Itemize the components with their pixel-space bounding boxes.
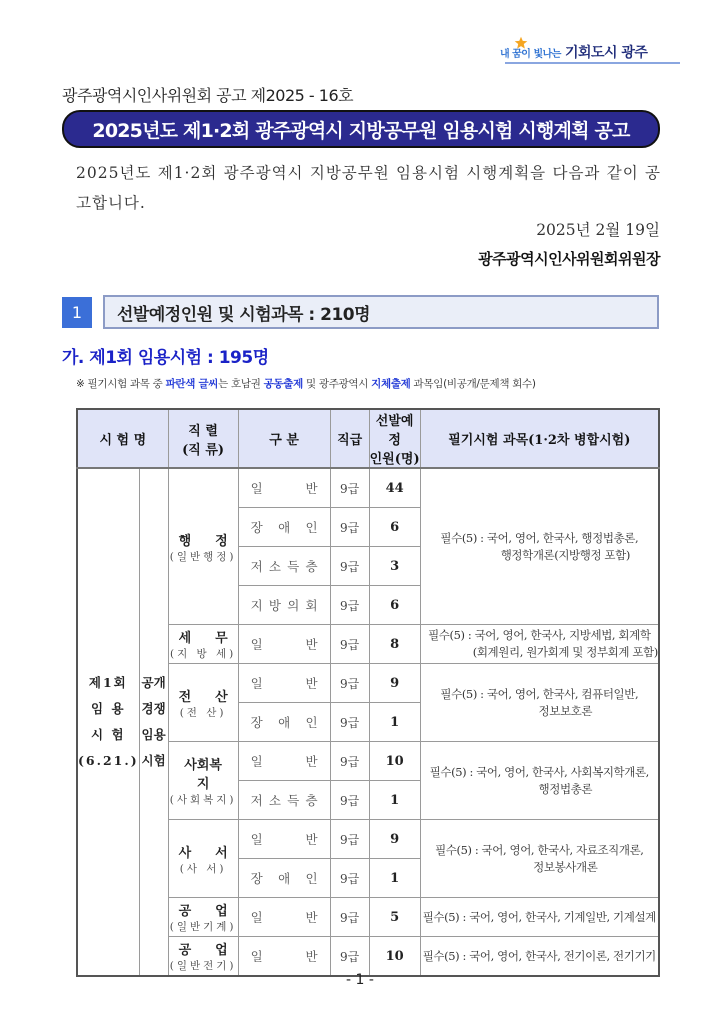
division-cell [238,468,330,508]
division-char: 저 [250,793,263,808]
job-char: 서 [215,845,228,861]
header-subjects: 필기시험 과목(1·2차 병합시험) [420,409,659,468]
subjects-cell [420,937,659,977]
table-header-row [77,409,659,468]
signer: 광주광역시인사위원회위원장 [478,250,660,268]
grade-cell: 9급 [330,664,369,703]
division-char: 층 [305,559,318,574]
exam-type-line: 시험 [141,753,166,768]
division-char: 일 [250,637,263,652]
logo-tagline: 내 꿈이 빛나는 [500,48,561,60]
title-banner [62,110,660,148]
exam-name-line: (6.21.) [78,753,139,768]
headcount-cell: 8 [369,625,420,664]
subjects-line: 행정법총론 [538,781,593,796]
job-char: 정 [215,533,228,549]
note-text: 과목임(비공개/문제책 회수) [410,378,536,390]
division-cell [238,898,330,937]
job-series-cell [168,742,238,820]
job-series [169,530,238,549]
job-char: 공 [178,904,192,919]
division-char: 장 [250,871,263,886]
headcount-cell: 9 [369,664,420,703]
division-cell [238,937,330,977]
job-char: 행 [178,533,192,549]
job-class: (전 산) [179,706,227,719]
division-char: 일 [250,832,263,847]
division-char: 일 [250,676,263,691]
job-series-cell [168,625,238,664]
division-char: 반 [305,910,318,925]
note-highlight: 지체출제 [371,378,411,390]
headcount-cell: 1 [369,703,420,742]
subjects-line: 필수(5) : 국어, 영어, 한국사, 기계일반, 기계설계 [422,909,656,924]
note-highlight: 파란색 글씨 [165,378,219,390]
subject-note [76,376,536,391]
job-series [169,627,238,646]
division-cell [238,625,330,664]
section-title: 선발예정인원 및 시험과목 : 210명 [117,304,371,325]
subjects-line: 행정학개론(지방행정 포함) [500,547,630,562]
subjects-line: 필수(5) : 국어, 영어, 한국사, 전기이론, 전기기기 [422,948,656,963]
division-char: 장 [250,520,263,535]
header-count-line1: 선발예정 [375,414,414,448]
division-char: 애 [278,871,291,886]
note-text: 및 광주광역시 [302,378,372,390]
page-number: - 1 - [346,972,374,988]
division-cell [238,859,330,898]
division-char: 인 [305,520,318,535]
table-row [77,468,659,508]
job-char: 사회복지 [184,758,222,792]
grade-cell: 9급 [330,859,369,898]
subjects-cell [420,468,659,625]
division-char: 애 [278,520,291,535]
division-char: 득 [287,793,300,808]
exam-table [76,408,660,977]
headcount-cell: 1 [369,859,420,898]
subjects-line: 정보봉사개론 [533,859,598,874]
header-job [168,409,238,468]
headcount-cell: 10 [369,742,420,781]
job-char: 산 [215,689,228,705]
exam-type-line: 경쟁 [141,701,166,716]
exam-name-cell [77,468,139,976]
job-class: (일반전기) [169,960,237,972]
division-char: 반 [305,949,318,964]
section-header [103,295,659,329]
job-series-cell [168,664,238,742]
job-char: 업 [215,904,228,919]
job-class: (사회복지) [169,794,237,806]
header-divider [505,62,680,64]
division-char: 반 [305,832,318,847]
page-title: 2025년도 제1·2회 광주광역시 지방공무원 임용시험 시행계획 공고 [92,119,630,142]
star-icon [514,36,528,50]
division-cell [238,781,330,820]
job-char: 사 [178,845,192,861]
job-series [169,939,238,958]
division-char: 반 [305,676,318,691]
exam-name-line: 임 용 [91,701,126,716]
header-count-line2: 인원(명) [369,452,420,467]
division-char: 인 [305,871,318,886]
headcount-cell: 9 [369,820,420,859]
division-char: 애 [278,715,291,730]
grade-cell: 9급 [330,508,369,547]
notice-date: 2025년 2월 19일 [536,221,660,239]
division-char: 의 [287,598,300,613]
notice-number: 광주광역시인사위원회 공고 제2025 - 16호 [62,86,354,105]
subjects-cell [420,664,659,742]
division-char: 반 [305,637,318,652]
division-char: 인 [305,715,318,730]
grade-cell: 9급 [330,468,369,508]
division-char: 지 [250,598,263,613]
grade-cell: 9급 [330,547,369,586]
sub-heading: 가. 제1회 임용시험 : 195명 [62,348,269,368]
grade-cell: 9급 [330,586,369,625]
division-char: 소 [268,559,281,574]
header-job-line2: (직 류) [182,442,225,458]
job-series [169,686,238,705]
division-cell [238,547,330,586]
job-series [169,754,238,792]
job-char: 공 [178,943,192,958]
division-cell [238,742,330,781]
exam-type-cell [139,468,168,976]
division-char: 일 [250,949,263,964]
header-count [369,409,420,468]
note-highlight: 공동출제 [263,378,303,390]
division-char: 장 [250,715,263,730]
job-series [169,842,238,861]
grade-cell: 9급 [330,625,369,664]
division-cell [238,664,330,703]
header-division: 구 분 [238,409,330,468]
subjects-cell [420,820,659,898]
job-class: (일반기계) [169,921,237,933]
subjects-line: 정보보호론 [538,703,593,718]
grade-cell: 9급 [330,781,369,820]
subjects-line: 필수(5) : 국어, 영어, 한국사, 자료조직개론, [435,842,644,857]
division-char: 소 [268,793,281,808]
division-char: 반 [305,481,318,496]
job-series-cell [168,468,238,625]
division-char: 회 [305,598,318,613]
job-series-cell [168,937,238,977]
header-job-line1: 직 렬 [188,423,218,439]
exam-name-line: 시 험 [91,727,126,742]
headcount-cell: 44 [369,468,420,508]
headcount-cell: 10 [369,937,420,977]
job-series-cell [168,898,238,937]
grade-cell: 9급 [330,898,369,937]
division-char: 층 [305,793,318,808]
division-cell [238,508,330,547]
subjects-line: (회계원리, 원가회계 및 정부회계 포함) [472,645,658,659]
division-char: 저 [250,559,263,574]
exam-type-line: 공개 [141,675,166,690]
intro-paragraph: 2025년도 제1·2회 광주광역시 지방공무원 임용시험 시행계획을 다음과 같이 공고합니다. [76,164,661,212]
job-series [169,900,238,919]
division-cell [238,703,330,742]
city-slogan-logo [500,40,647,64]
exam-type-line: 임용 [141,727,166,742]
job-char: 전 [178,689,192,705]
headcount-cell: 5 [369,898,420,937]
division-char: 일 [250,910,263,925]
subjects-line: 필수(5) : 국어, 영어, 한국사, 지방세법, 회계학 [428,628,651,642]
subjects-cell [420,742,659,820]
grade-cell: 9급 [330,937,369,977]
division-char: 일 [250,481,263,496]
section-number: 1 [62,297,92,328]
headcount-cell: 3 [369,547,420,586]
job-series-cell [168,820,238,898]
exam-name-line: 제1회 [88,675,128,690]
division-cell [238,820,330,859]
job-char: 업 [215,943,228,958]
note-text: ※ 필기시험 과목 중 [76,378,166,390]
subjects-cell [420,625,659,664]
grade-cell: 9급 [330,703,369,742]
headcount-cell: 1 [369,781,420,820]
headcount-cell: 6 [369,586,420,625]
headcount-cell: 6 [369,508,420,547]
division-char: 일 [250,754,263,769]
subjects-line: 필수(5) : 국어, 영어, 한국사, 사회복지학개론, [429,764,649,779]
header-exam: 시 험 명 [77,409,168,468]
logo-city: 기회도시 광주 [564,45,648,61]
division-char: 방 [268,598,281,613]
note-text: 는 호남권 [218,378,264,390]
grade-cell: 9급 [330,742,369,781]
job-char: 세 [178,631,192,646]
job-class: (일반행정) [169,550,237,563]
division-char: 반 [305,754,318,769]
job-char: 무 [215,631,228,646]
header-grade: 직급 [330,409,369,468]
subjects-line: 필수(5) : 국어, 영어, 한국사, 컴퓨터일반, [440,686,639,701]
subjects-line: 필수(5) : 국어, 영어, 한국사, 행정법총론, [440,530,639,545]
division-char: 득 [287,559,300,574]
job-class: (사 서) [179,862,227,875]
job-class: (지 방 세) [169,648,237,660]
subjects-cell [420,898,659,937]
division-cell [238,586,330,625]
grade-cell: 9급 [330,820,369,859]
